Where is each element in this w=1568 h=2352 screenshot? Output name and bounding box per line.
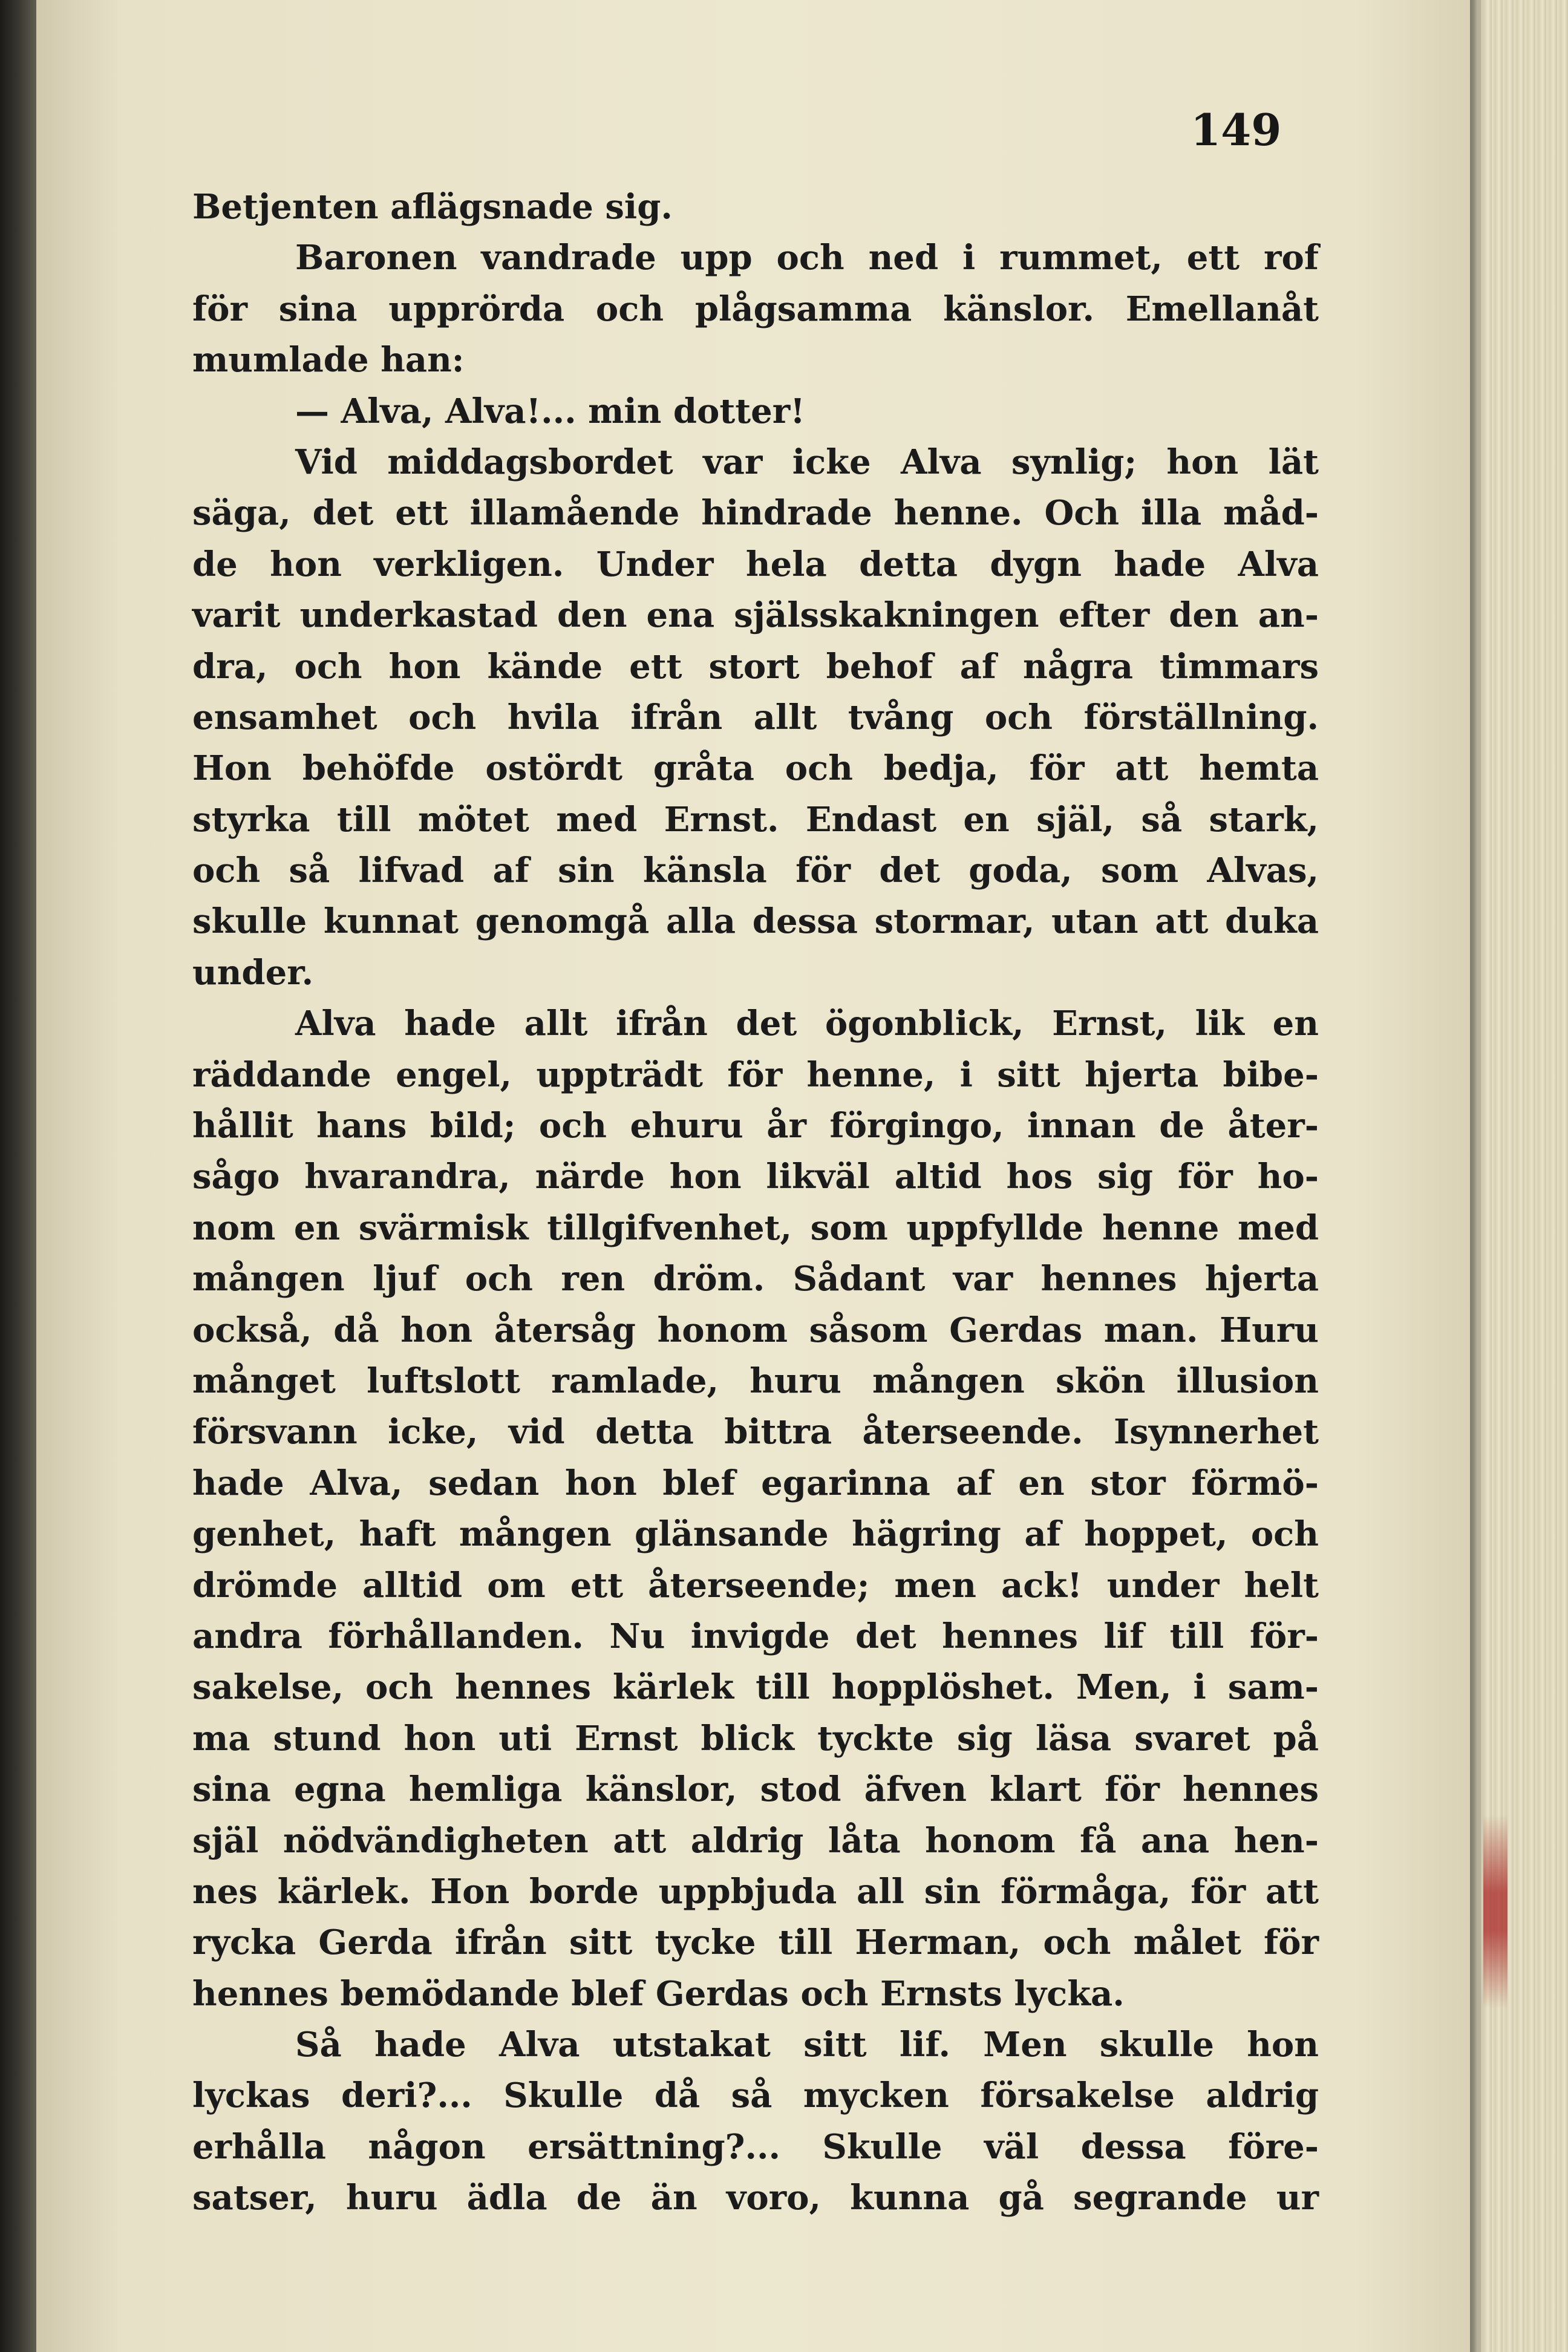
text-line: drömde alltid om ett återseende; men ack! under helt: [192, 1565, 1319, 1606]
text-line: varit underkastad den ena själsskakningen efter den an-: [192, 595, 1319, 636]
body-text: [192, 181, 1319, 2224]
text-line: styrka till mötet med Ernst. Endast en själ, så stark,: [192, 799, 1319, 840]
text-line: dra, och hon kände ett stort behof af några timmars: [192, 646, 1319, 687]
text-line: rycka Gerda ifrån sitt tycke till Herman, och målet för: [192, 1922, 1319, 1963]
text-line: nes kärlek. Hon borde uppbjuda all sin förmåga, för att: [192, 1871, 1319, 1912]
text-line: för sina upprörda och plågsamma känslor. Emellanåt: [192, 289, 1319, 329]
text-line: skulle kunnat genomgå alla dessa stormar, utan att duka: [192, 901, 1319, 942]
text-line: hållit hans bild; och ehuru år förgingo, innan de åter-: [192, 1106, 1319, 1146]
text-line: Alva hade allt ifrån det ögonblick, Ernst, lik en: [295, 1004, 1319, 1044]
text-line: också, då hon återsåg honom såsom Gerdas man. Huru: [192, 1310, 1319, 1350]
text-line: erhålla någon ersättning?... Skulle väl dessa före-: [192, 2126, 1319, 2167]
text-line: Betjenten aflägsnade sig.: [192, 187, 673, 227]
text-line: räddande engel, uppträdt för henne, i sitt hjerta bibe-: [192, 1054, 1319, 1095]
text-line: ma stund hon uti Ernst blick tyckte sig läsa svaret på: [192, 1718, 1319, 1759]
text-line: under.: [192, 952, 314, 993]
text-line: Vid middagsbordet var icke Alva synlig; hon lät: [295, 442, 1319, 482]
text-line: satser, huru ädla de än voro, kunna gå segrande ur: [192, 2178, 1319, 2218]
text-line: hade Alva, sedan hon blef egarinna af en stor förmö-: [192, 1463, 1319, 1503]
text-line: lyckas deri?... Skulle då så mycken försakelse aldrig: [192, 2076, 1319, 2116]
text-line: försvann icke, vid detta bittra återseende. Isynnerhet: [192, 1412, 1319, 1452]
text-line: Baronen vandrade upp och ned i rummet, ett rof: [295, 238, 1319, 278]
text-line: de hon verkligen. Under hela detta dygn hade Alva: [192, 544, 1319, 584]
text-line: och så lifvad af sin känsla för det goda, som Alvas,: [192, 851, 1319, 891]
text-line: sågo hvarandra, närde hon likväl altid hos sig för ho-: [192, 1157, 1319, 1197]
text-line: Hon behöfde ostördt gråta och bedja, för att hemta: [192, 748, 1319, 789]
text-line: genhet, haft mången glänsande hägring af hoppet, och: [192, 1514, 1319, 1555]
text-line: — Alva, Alva!... min dotter!: [295, 391, 805, 431]
text-line: sakelse, och hennes kärlek till hopplöshet. Men, i sam-: [192, 1667, 1319, 1708]
text-line: mumlade han:: [192, 340, 465, 381]
text-line: Så hade Alva utstakat sitt lif. Men skulle hon: [295, 2025, 1319, 2065]
book-page: [36, 0, 1470, 2352]
text-line: hennes bemödande blef Gerdas och Ernsts lycka.: [192, 1973, 1125, 2014]
text-line: själ nödvändigheten att aldrig låta honom få ana hen-: [192, 1820, 1319, 1861]
text-line: säga, det ett illamående hindrade henne. Och illa måd-: [192, 493, 1319, 534]
text-line: nom en svärmisk tillgifvenhet, som uppfyllde henne med: [192, 1207, 1319, 1248]
text-line: mången ljuf och ren dröm. Sådant var hennes hjerta: [192, 1259, 1319, 1299]
red-bookmark-edge: [1483, 1815, 1508, 2008]
text-line: sina egna hemliga känslor, stod äfven klart för hennes: [192, 1769, 1319, 1810]
text-line: ensamhet och hvila ifrån allt tvång och förställning.: [192, 697, 1319, 737]
text-line: andra förhållanden. Nu invigde det hennes lif till för-: [192, 1616, 1319, 1656]
page-number: 149: [1191, 104, 1282, 155]
text-line: månget luftslott ramlade, huru mången skön illusion: [192, 1361, 1319, 1401]
